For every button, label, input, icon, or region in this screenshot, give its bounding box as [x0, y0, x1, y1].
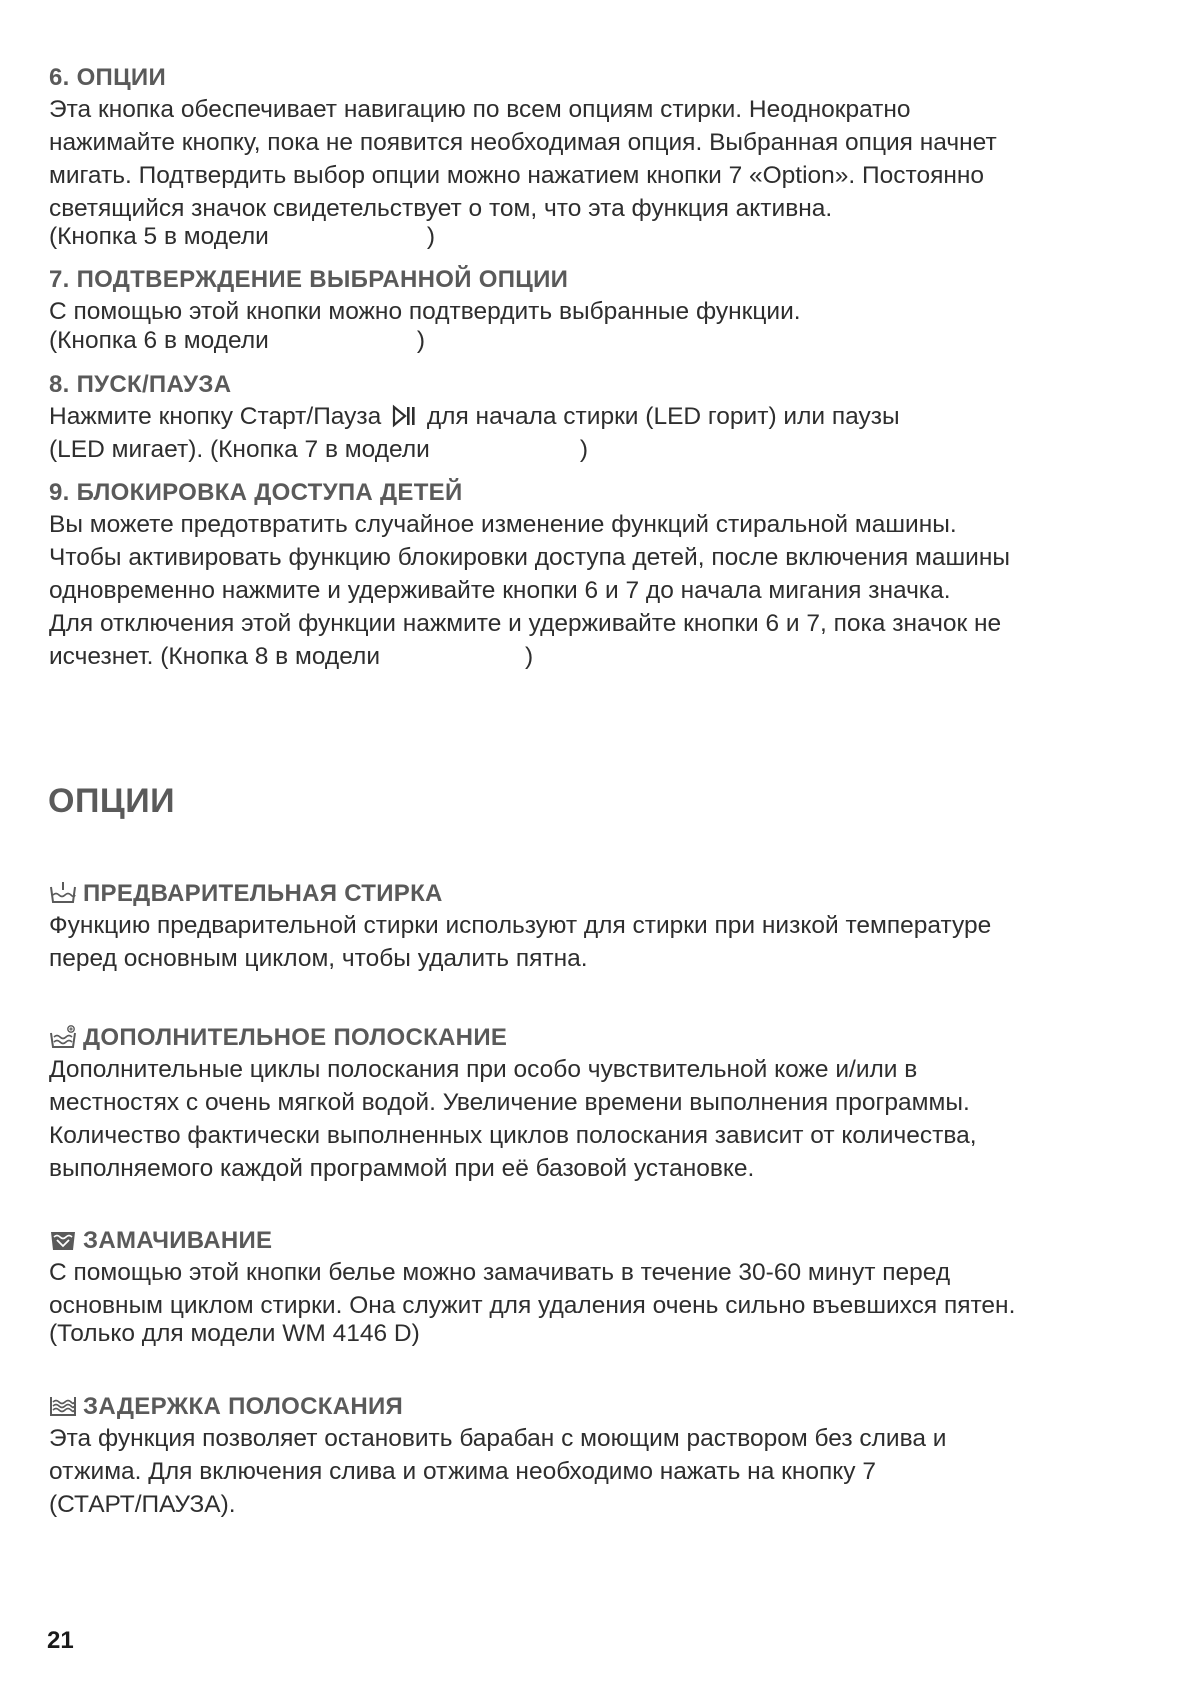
note-close: ) — [525, 643, 534, 670]
soak-line: С помощью этой кнопки белье можно замачивать в течение 30-60 минут перед — [49, 1259, 951, 1286]
play-pause-icon — [392, 404, 416, 428]
note-text: исчезнет. (Кнопка 8 в модели — [49, 643, 381, 670]
section-8-note — [49, 433, 588, 467]
soak-line: основным циклом стирки. Она служит для удаления очень сильно въевшихся пятен. — [49, 1292, 1016, 1319]
rinse-hold-title — [49, 1393, 403, 1421]
soak-icon — [49, 1228, 77, 1252]
soak-title — [49, 1227, 272, 1255]
prewash-title — [49, 880, 443, 908]
section-8-title: 8. ПУСК/ПАУЗА — [49, 371, 232, 398]
prewash-line: перед основным циклом, чтобы удалить пятна. — [49, 945, 588, 972]
section-9-line: Для отключения этой функции нажмите и удерживайте кнопки 6 и 7, пока значок не — [49, 610, 1002, 637]
rinse-hold-title-text: ЗАДЕРЖКА ПОЛОСКАНИЯ — [83, 1393, 404, 1420]
rinse-hold-line: отжима. Для включения слива и отжима необходимо нажать на кнопку 7 — [49, 1458, 876, 1485]
section-6-line: мигать. Подтвердить выбор опции можно нажатием кнопки 7 «Option». Постоянно — [49, 162, 985, 189]
note-text: (LED мигает). (Кнопка 7 в модели — [49, 436, 430, 463]
section-8-text-b: для начала стирки (LED горит) или паузы — [426, 403, 900, 430]
note-close: ) — [579, 436, 588, 463]
section-7-title: 7. ПОДТВЕРЖДЕНИЕ ВЫБРАННОЙ ОПЦИИ — [49, 266, 569, 293]
extra-rinse-title — [49, 1024, 507, 1052]
section-6-note — [49, 220, 435, 254]
extra-rinse-title-text: ДОПОЛНИТЕЛЬНОЕ ПОЛОСКАНИЕ — [83, 1024, 508, 1051]
prewash-title-text: ПРЕДВАРИТЕЛЬНАЯ СТИРКА — [83, 880, 443, 907]
rinse-hold-icon — [49, 1394, 77, 1418]
section-6-line: светящийся значок свидетельствует о том, что эта функция активна. — [49, 195, 833, 222]
section-9-line: Чтобы активировать функцию блокировки доступа детей, после включения машины — [49, 544, 1010, 571]
page-number: 21 — [47, 1627, 74, 1654]
note-close: ) — [426, 223, 435, 250]
section-6-title: 6. ОПЦИИ — [49, 64, 167, 91]
section-8-text-a: Нажмите кнопку Старт/Пауза — [49, 403, 382, 430]
extra-rinse-line: Дополнительные циклы полоскания при особо чувствительной коже и/или в — [49, 1056, 918, 1083]
section-9-title: 9. БЛОКИРОВКА ДОСТУПА ДЕТЕЙ — [49, 479, 463, 506]
section-9-line: Вы можете предотвратить случайное изменение функций стиральной машины. — [49, 511, 957, 538]
extra-rinse-line: выполняемого каждой программой при её базовой установке. — [49, 1155, 755, 1182]
section-6-line: Эта кнопка обеспечивает навигацию по всем опциям стирки. Неоднократно — [49, 96, 911, 123]
extra-rinse-icon — [49, 1025, 77, 1049]
prewash-icon — [49, 881, 77, 905]
prewash-line: Функцию предварительной стирки используют для стирки при низкой температуре — [49, 912, 992, 939]
rinse-hold-line: Эта функция позволяет остановить барабан с моющим раствором без слива и — [49, 1425, 947, 1452]
rinse-hold-line: (СТАРТ/ПАУЗА). — [49, 1491, 236, 1518]
note-close: ) — [416, 327, 425, 354]
section-8-line — [49, 400, 900, 434]
soak-line: (Только для модели WM 4146 D) — [49, 1320, 420, 1347]
section-6-line: нажимайте кнопку, пока не появится необходимая опция. Выбранная опция начнет — [49, 129, 997, 156]
extra-rinse-line: Количество фактически выполненных циклов полоскания зависит от количества, — [49, 1122, 977, 1149]
section-9-line: одновременно нажмите и удерживайте кнопки 6 и 7 до начала мигания значка. — [49, 577, 951, 604]
section-7-line: С помощью этой кнопки можно подтвердить выбранные функции. — [49, 298, 801, 325]
extra-rinse-line: местностях с очень мягкой водой. Увеличение времени выполнения программы. — [49, 1089, 970, 1116]
note-text: (Кнопка 6 в модели — [49, 327, 269, 354]
soak-title-text: ЗАМАЧИВАНИЕ — [83, 1227, 273, 1254]
section-7-note — [49, 324, 425, 358]
options-heading: ОПЦИИ — [48, 782, 176, 820]
note-text: (Кнопка 5 в модели — [49, 223, 269, 250]
section-9-note — [49, 640, 533, 674]
